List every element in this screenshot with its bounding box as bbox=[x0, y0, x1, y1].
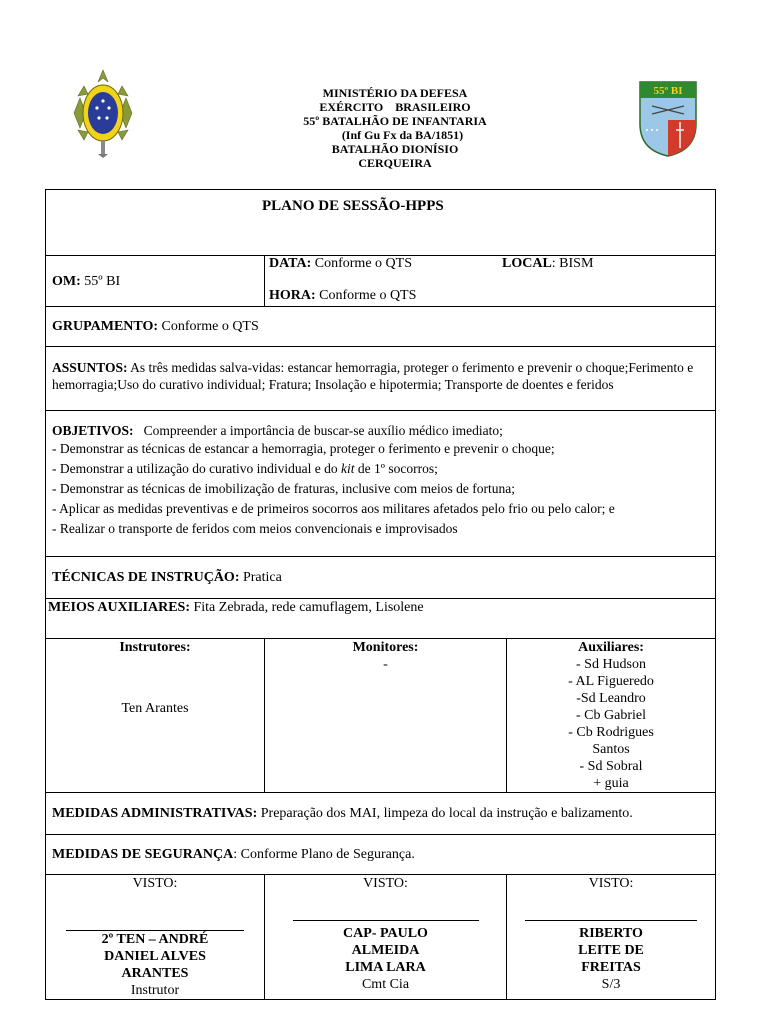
om-value: 55º BI bbox=[80, 273, 121, 289]
auxiliar-name: - AL Figueredo bbox=[568, 674, 654, 689]
kit-word: kit bbox=[341, 461, 355, 476]
signatory-role: S/3 bbox=[601, 977, 621, 992]
instrutores-label: Instrutores: bbox=[119, 640, 191, 655]
hora-label: HORA: bbox=[269, 288, 316, 303]
signature-line bbox=[293, 920, 479, 921]
signatory-name: LEITE DE bbox=[578, 943, 644, 958]
tecnicas-label: TÉCNICAS DE INSTRUÇÃO: bbox=[52, 570, 240, 585]
meios-value: Fita Zebrada, rede camuflagem, Lisolene bbox=[189, 600, 424, 615]
objetivo-item: - Demonstrar as técnicas de estancar a hemorragia, proteger o ferimento e prevenir o choque; bbox=[52, 441, 555, 456]
hora-value: Conforme o QTS bbox=[315, 288, 417, 303]
auxiliar-name: - Cb Rodrigues bbox=[568, 725, 654, 740]
medidas-seg-value: : Conforme Plano de Segurança. bbox=[233, 847, 415, 862]
auxiliar-name: Santos bbox=[592, 742, 630, 757]
title-cell bbox=[46, 190, 716, 256]
army-emblem bbox=[72, 68, 134, 158]
signatory-name: DANIEL ALVES bbox=[104, 949, 206, 964]
tecnicas-value: Pratica bbox=[239, 570, 282, 585]
objetivos-label: OBJETIVOS: bbox=[52, 423, 134, 438]
medidas-adm-cell bbox=[46, 793, 716, 835]
signatory-name: ARANTES bbox=[121, 966, 189, 981]
om-label: OM: bbox=[52, 273, 81, 289]
signature-line bbox=[525, 920, 697, 921]
visto-label: VISTO: bbox=[132, 876, 178, 891]
objetivo-item: - Realizar o transporte de feridos com meios convencionais e improvisados bbox=[52, 521, 458, 536]
shield-label: 55º BI bbox=[653, 85, 683, 97]
battalion-shield-emblem bbox=[638, 80, 698, 158]
objetivo-item-text: - Demonstrar a utilização do curativo individual e do bbox=[52, 461, 342, 476]
grupamento-value: Conforme o QTS bbox=[158, 319, 259, 334]
meios-cell bbox=[46, 599, 716, 639]
objetivo-intro: Compreender a importância de buscar-se auxílio médico imediato; bbox=[133, 423, 503, 438]
visto-cell-instrutor bbox=[46, 875, 265, 1000]
monitores-label: Monitores: bbox=[352, 640, 419, 655]
header-line: (Inf Gu Fx da BA/1851) bbox=[326, 128, 464, 142]
auxiliares-cell bbox=[507, 639, 716, 793]
page-title: PLANO DE SESSÃO-HPPS bbox=[262, 198, 444, 214]
data-label: DATA: bbox=[269, 256, 312, 271]
local-label: LOCAL bbox=[502, 256, 552, 271]
signatory-name: LIMA LARA bbox=[345, 960, 426, 975]
objetivo-item: - Aplicar as medidas preventivas e de primeiros socorros aos militares afetados pelo frio ou pelo calor; e bbox=[52, 501, 615, 516]
meios-label: MEIOS AUXILIARES: bbox=[48, 600, 190, 615]
visto-label: VISTO: bbox=[363, 876, 408, 891]
kit-suffix: de 1º socorros; bbox=[354, 461, 438, 476]
header-line: BATALHÃO DIONÍSIO bbox=[331, 142, 459, 156]
header-line: MINISTÉRIO DA DEFESA bbox=[322, 86, 468, 100]
auxiliar-name: - Cb Gabriel bbox=[576, 708, 646, 723]
objetivos-cell bbox=[46, 411, 716, 557]
assuntos-cell bbox=[46, 347, 716, 411]
visto-label: VISTO: bbox=[588, 876, 634, 891]
instrutor-name: Ten Arantes bbox=[121, 701, 189, 716]
signatory-name: ALMEIDA bbox=[351, 943, 420, 958]
signatory-name: RIBERTO bbox=[579, 926, 643, 941]
signatory-role: Instrutor bbox=[130, 983, 180, 998]
medidas-seg-cell bbox=[46, 835, 716, 875]
local-value: : BISM bbox=[551, 256, 594, 271]
grupamento-label: GRUPAMENTO: bbox=[52, 319, 159, 334]
visto-cell-cmt bbox=[265, 875, 507, 1000]
instrutores-cell bbox=[46, 639, 265, 793]
om-cell bbox=[46, 256, 265, 307]
grupamento-cell bbox=[46, 307, 716, 347]
visto-cell-s3 bbox=[507, 875, 716, 1000]
institution-header bbox=[260, 86, 530, 170]
objetivo-item bbox=[52, 459, 709, 479]
signatory-name: 2º TEN – ANDRÉ bbox=[101, 932, 209, 947]
session-plan-table bbox=[45, 189, 716, 1000]
header-line: EXÉRCITO BRASILEIRO bbox=[319, 100, 471, 114]
auxiliar-name: + guia bbox=[593, 776, 629, 791]
medidas-adm-label: MEDIDAS ADMINISTRATIVAS: bbox=[52, 806, 258, 821]
auxiliar-name: - Sd Hudson bbox=[576, 657, 647, 672]
auxiliar-name: -Sd Leandro bbox=[576, 691, 646, 706]
tecnicas-cell bbox=[46, 557, 716, 599]
monitor-name: - bbox=[383, 657, 388, 672]
medidas-seg-label: MEDIDAS DE SEGURANÇA bbox=[52, 847, 234, 862]
objetivo-item: - Demonstrar as técnicas de imobilização de fraturas, inclusive com meios de fortuna; bbox=[52, 481, 515, 496]
header-line: 55º BATALHÃO DE INFANTARIA bbox=[303, 114, 487, 128]
header-line: CERQUEIRA bbox=[358, 156, 432, 170]
signatory-role: Cmt Cia bbox=[361, 977, 410, 992]
data-value: Conforme o QTS bbox=[311, 256, 412, 271]
data-hora-cell bbox=[265, 256, 716, 307]
assuntos-value: As três medidas salva-vidas: estancar hemorragia, proteger o ferimento e prevenir o choque;Ferimento e hemorragia;Uso do curativo individual; Fratura; Insolação e hipotermia; Transporte de doentes e feridos bbox=[52, 360, 694, 392]
signatory-name: CAP- PAULO bbox=[343, 926, 428, 941]
auxiliares-label: Auxiliares: bbox=[578, 640, 644, 655]
medidas-adm-value: Preparação dos MAI, limpeza do local da instrução e balizamento. bbox=[257, 806, 633, 821]
signatory-name: FREITAS bbox=[581, 960, 641, 975]
assuntos-label: ASSUNTOS: bbox=[52, 360, 128, 375]
auxiliar-name: - Sd Sobral bbox=[579, 759, 643, 774]
monitores-cell bbox=[265, 639, 507, 793]
